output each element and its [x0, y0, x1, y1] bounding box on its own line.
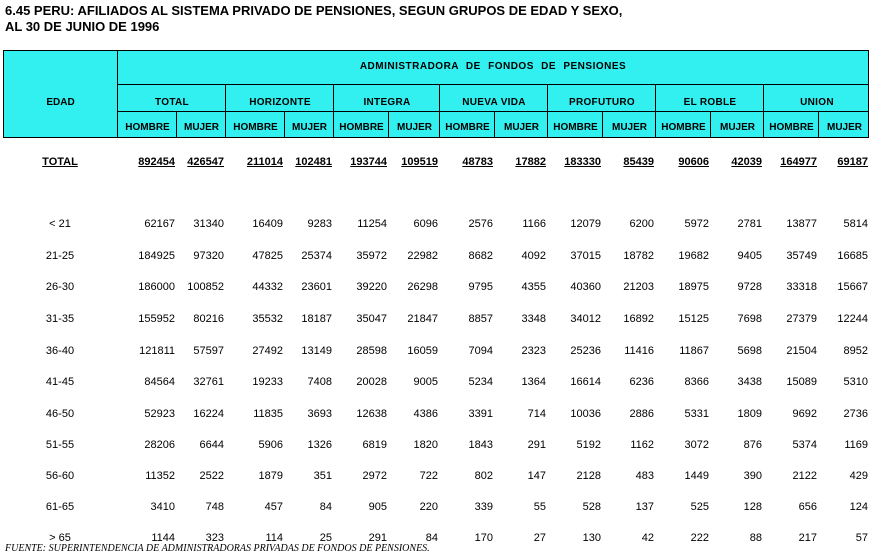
- table-cell: 2522: [199, 470, 224, 482]
- table-cell: 802: [474, 470, 493, 482]
- table-cell: 35532: [252, 313, 283, 325]
- table-cell: 16892: [623, 313, 654, 325]
- table-cell: 9795: [468, 281, 493, 293]
- header-divider: [117, 84, 869, 85]
- table-row: [3, 468, 869, 484]
- table-cell: 25236: [570, 345, 601, 357]
- table-cell: 1879: [258, 470, 283, 482]
- hombre-header: HOMBRE: [125, 122, 170, 133]
- table-cell: 97320: [193, 250, 224, 262]
- hombre-header: HOMBRE: [233, 122, 278, 133]
- table-cell: 28206: [144, 439, 175, 451]
- table-cell: 35749: [786, 250, 817, 262]
- table-cell: 31340: [193, 218, 224, 230]
- table-cell: 4355: [521, 281, 546, 293]
- page-title: [5, 3, 865, 35]
- table-cell: 528: [582, 501, 601, 513]
- table-cell: 1820: [413, 439, 438, 451]
- table-cell: 1169: [844, 439, 868, 451]
- table-cell: 876: [743, 439, 762, 451]
- table-cell: 3072: [684, 439, 709, 451]
- table-cell: 84: [425, 532, 438, 544]
- table-cell: 88: [749, 532, 762, 544]
- table-cell: 6819: [362, 439, 387, 451]
- row-label: 41-45: [45, 376, 75, 388]
- table-cell: 6200: [629, 218, 654, 230]
- table-cell: 19233: [252, 376, 283, 388]
- table-cell: 5331: [684, 408, 709, 420]
- table-cell: 100852: [187, 281, 224, 293]
- table-cell: 21504: [786, 345, 817, 357]
- table-cell: 11352: [145, 470, 175, 482]
- table-cell: 7698: [737, 313, 762, 325]
- table-cell: 211014: [246, 156, 283, 168]
- table-row: [3, 248, 869, 264]
- hombre-header: HOMBRE: [339, 122, 384, 133]
- table-cell: 1166: [522, 218, 546, 230]
- table-row: [3, 279, 869, 295]
- table-cell: 69187: [837, 156, 868, 168]
- table-cell: 183330: [564, 156, 601, 168]
- title-line-2: AL 30 DE JUNIO DE 1996: [5, 19, 160, 34]
- table-cell: 21847: [407, 313, 438, 325]
- table-cell: 27492: [252, 345, 283, 357]
- table-cell: 1326: [307, 439, 332, 451]
- table-cell: 48783: [462, 156, 493, 168]
- row-label: 31-35: [45, 313, 75, 325]
- table-cell: 84564: [144, 376, 175, 388]
- table-cell: 40360: [570, 281, 601, 293]
- table-cell: 13149: [301, 345, 332, 357]
- table-cell: 16685: [837, 250, 868, 262]
- table-cell: 5374: [792, 439, 817, 451]
- table-cell: 57: [855, 532, 868, 544]
- table-cell: 291: [527, 439, 546, 451]
- table-cell: 11254: [357, 218, 387, 230]
- table-cell: 3348: [521, 313, 546, 325]
- table-cell: 18975: [678, 281, 709, 293]
- table-cell: 37015: [570, 250, 601, 262]
- table-cell: 15089: [786, 376, 817, 388]
- table-cell: 80216: [193, 313, 224, 325]
- table-cell: 6644: [199, 439, 224, 451]
- group-header: PROFUTURO: [568, 97, 636, 108]
- table-cell: 16614: [570, 376, 601, 388]
- table-cell: 11867: [679, 345, 709, 357]
- row-label: 46-50: [45, 408, 75, 420]
- table-cell: 11835: [253, 408, 283, 420]
- table-cell: 2128: [576, 470, 601, 482]
- table-cell: 722: [419, 470, 438, 482]
- hombre-header: HOMBRE: [445, 122, 490, 133]
- mujer-header: MUJER: [291, 122, 327, 133]
- row-label: 26-30: [45, 281, 75, 293]
- row-label: 21-25: [45, 250, 75, 262]
- table-cell: 1364: [521, 376, 546, 388]
- table-cell: 15667: [837, 281, 868, 293]
- table-cell: 121811: [139, 345, 175, 357]
- table-cell: 426547: [187, 156, 224, 168]
- table-cell: 170: [474, 532, 493, 544]
- table-cell: 184925: [138, 250, 175, 262]
- group-header: TOTAL: [155, 97, 189, 108]
- table-cell: 32761: [193, 376, 224, 388]
- table-cell: 457: [264, 501, 283, 513]
- table-cell: 12244: [837, 313, 868, 325]
- table-cell: 291: [368, 532, 387, 544]
- table-cell: 102481: [295, 156, 332, 168]
- table-row: [3, 499, 869, 515]
- table-cell: 90606: [678, 156, 709, 168]
- table-cell: 57597: [193, 345, 224, 357]
- table-cell: 10036: [570, 408, 601, 420]
- table-cell: 9692: [792, 408, 817, 420]
- group-header: EL ROBLE: [683, 97, 737, 108]
- table-cell: 16409: [252, 218, 283, 230]
- table-cell: 217: [798, 532, 817, 544]
- group-header: INTEGRA: [363, 97, 411, 108]
- table-cell: 3410: [150, 501, 175, 513]
- header-divider: [117, 111, 869, 112]
- table-cell: 429: [849, 470, 868, 482]
- table-cell: 193744: [350, 156, 387, 168]
- table-cell: 11416: [624, 345, 654, 357]
- table-cell: 1843: [468, 439, 493, 451]
- table-cell: 16224: [193, 408, 224, 420]
- table-cell: 17882: [515, 156, 546, 168]
- table-cell: 15125: [678, 313, 709, 325]
- table-cell: 85439: [623, 156, 654, 168]
- mujer-header: MUJER: [611, 122, 647, 133]
- table-cell: 2576: [468, 218, 493, 230]
- table-row: [3, 437, 869, 453]
- source-note: FUENTE: SUPERINTENDENCIA DE ADMINISTRADORAS PRIVADAS DE FONDOS DE PENSIONES.: [5, 543, 430, 554]
- table-cell: 8682: [468, 250, 493, 262]
- table-cell: 27379: [786, 313, 817, 325]
- table-header: [3, 50, 869, 138]
- table-cell: 7408: [307, 376, 332, 388]
- table-cell: 1162: [630, 439, 654, 451]
- mujer-header: MUJER: [503, 122, 539, 133]
- table-cell: 656: [798, 501, 817, 513]
- table-cell: 84: [319, 501, 332, 513]
- row-label: > 65: [49, 532, 71, 544]
- table-cell: 147: [527, 470, 546, 482]
- table-cell: 19682: [678, 250, 709, 262]
- table-cell: 12079: [570, 218, 601, 230]
- table-cell: 714: [527, 408, 546, 420]
- table-cell: 109519: [401, 156, 438, 168]
- table-cell: 390: [743, 470, 762, 482]
- edad-header: EDAD: [46, 97, 75, 108]
- table-cell: 2122: [792, 470, 817, 482]
- table-cell: 5698: [737, 345, 762, 357]
- table-row: [3, 343, 869, 359]
- row-label: 61-65: [45, 501, 75, 513]
- table-cell: 4092: [521, 250, 546, 262]
- table-cell: 28598: [356, 345, 387, 357]
- table-cell: 9728: [737, 281, 762, 293]
- table-row: [3, 216, 869, 232]
- table-cell: 25374: [301, 250, 332, 262]
- table-cell: 1144: [151, 532, 175, 544]
- row-label: < 21: [49, 218, 71, 230]
- table-cell: 13877: [786, 218, 817, 230]
- table-cell: 27: [533, 532, 546, 544]
- table-cell: 9283: [307, 218, 332, 230]
- row-label: 56-60: [45, 470, 75, 482]
- group-header: UNION: [800, 97, 834, 108]
- table-row: [3, 374, 869, 390]
- table-cell: 128: [743, 501, 762, 513]
- table-cell: 16059: [407, 345, 438, 357]
- table-cell: 8857: [468, 313, 493, 325]
- table-row: [3, 406, 869, 422]
- table-cell: 905: [368, 501, 387, 513]
- table-cell: 18782: [623, 250, 654, 262]
- table-cell: 62167: [144, 218, 175, 230]
- table-cell: 34012: [570, 313, 601, 325]
- table-cell: 8366: [684, 376, 709, 388]
- mujer-header: MUJER: [719, 122, 755, 133]
- table-cell: 55: [533, 501, 546, 513]
- title-line-1: 6.45 PERU: AFILIADOS AL SISTEMA PRIVADO DE PENSIONES, SEGUN GRUPOS DE EDAD Y SEXO,: [5, 3, 623, 18]
- mujer-header: MUJER: [826, 122, 862, 133]
- table-cell: 222: [690, 532, 709, 544]
- table-cell: 124: [849, 501, 868, 513]
- table-cell: 114: [265, 532, 283, 544]
- table-cell: 351: [313, 470, 332, 482]
- table-cell: 25: [319, 532, 332, 544]
- table-cell: 892454: [138, 156, 175, 168]
- table-cell: 2323: [521, 345, 546, 357]
- table-cell: 5972: [684, 218, 709, 230]
- mujer-header: MUJER: [183, 122, 219, 133]
- table-row: [3, 311, 869, 327]
- row-label: 36-40: [45, 345, 75, 357]
- table-cell: 9405: [737, 250, 762, 262]
- group-header: NUEVA VIDA: [462, 97, 526, 108]
- table-cell: 23601: [301, 281, 332, 293]
- table-cell: 20028: [356, 376, 387, 388]
- table-cell: 35972: [356, 250, 387, 262]
- table-cell: 33318: [786, 281, 817, 293]
- table-cell: 7094: [468, 345, 493, 357]
- table-cell: 130: [582, 532, 601, 544]
- table-cell: 1449: [684, 470, 709, 482]
- table-cell: 5906: [258, 439, 283, 451]
- table-cell: 35047: [356, 313, 387, 325]
- table-cell: 12638: [356, 408, 387, 420]
- table-cell: 8952: [843, 345, 868, 357]
- table-cell: 2886: [629, 408, 654, 420]
- mujer-header: MUJER: [396, 122, 432, 133]
- table-cell: 9005: [413, 376, 438, 388]
- table-cell: 44332: [252, 281, 283, 293]
- table-cell: 2972: [362, 470, 387, 482]
- table-cell: 6236: [629, 376, 654, 388]
- table-cell: 3391: [468, 408, 493, 420]
- administradora-header: ADMINISTRADORA DE FONDOS DE PENSIONES: [359, 61, 627, 72]
- hombre-header: HOMBRE: [553, 122, 598, 133]
- row-label: TOTAL: [42, 156, 78, 168]
- table-cell: 5234: [468, 376, 493, 388]
- table-cell: 22982: [407, 250, 438, 262]
- table-cell: 3438: [737, 376, 762, 388]
- table-cell: 47825: [252, 250, 283, 262]
- table-cell: 26298: [407, 281, 438, 293]
- table-cell: 3693: [307, 408, 332, 420]
- group-header: HORIZONTE: [249, 97, 311, 108]
- table-cell: 5192: [576, 439, 601, 451]
- table-cell: 18187: [301, 313, 332, 325]
- table-cell: 42: [641, 532, 654, 544]
- table-cell: 339: [474, 501, 493, 513]
- table-body: [3, 138, 869, 542]
- table-cell: 748: [205, 501, 224, 513]
- table-cell: 2781: [737, 218, 762, 230]
- hombre-header: HOMBRE: [661, 122, 706, 133]
- table-cell: 155952: [138, 313, 175, 325]
- table-cell: 5310: [843, 376, 868, 388]
- table-cell: 5814: [843, 218, 868, 230]
- table-cell: 525: [690, 501, 709, 513]
- table-cell: 52923: [144, 408, 175, 420]
- total-row: [3, 154, 869, 170]
- table-cell: 483: [635, 470, 654, 482]
- table-cell: 6096: [413, 218, 438, 230]
- table-cell: 220: [419, 501, 438, 513]
- table-cell: 1809: [737, 408, 762, 420]
- hombre-header: HOMBRE: [769, 122, 814, 133]
- table-cell: 164977: [780, 156, 817, 168]
- row-label: 51-55: [45, 439, 75, 451]
- table-cell: 42039: [731, 156, 762, 168]
- table-cell: 186000: [138, 281, 175, 293]
- table-cell: 4386: [413, 408, 438, 420]
- table-cell: 137: [635, 501, 654, 513]
- table-cell: 39220: [356, 281, 387, 293]
- table-cell: 21203: [623, 281, 654, 293]
- table-cell: 323: [205, 532, 224, 544]
- table-cell: 2736: [843, 408, 868, 420]
